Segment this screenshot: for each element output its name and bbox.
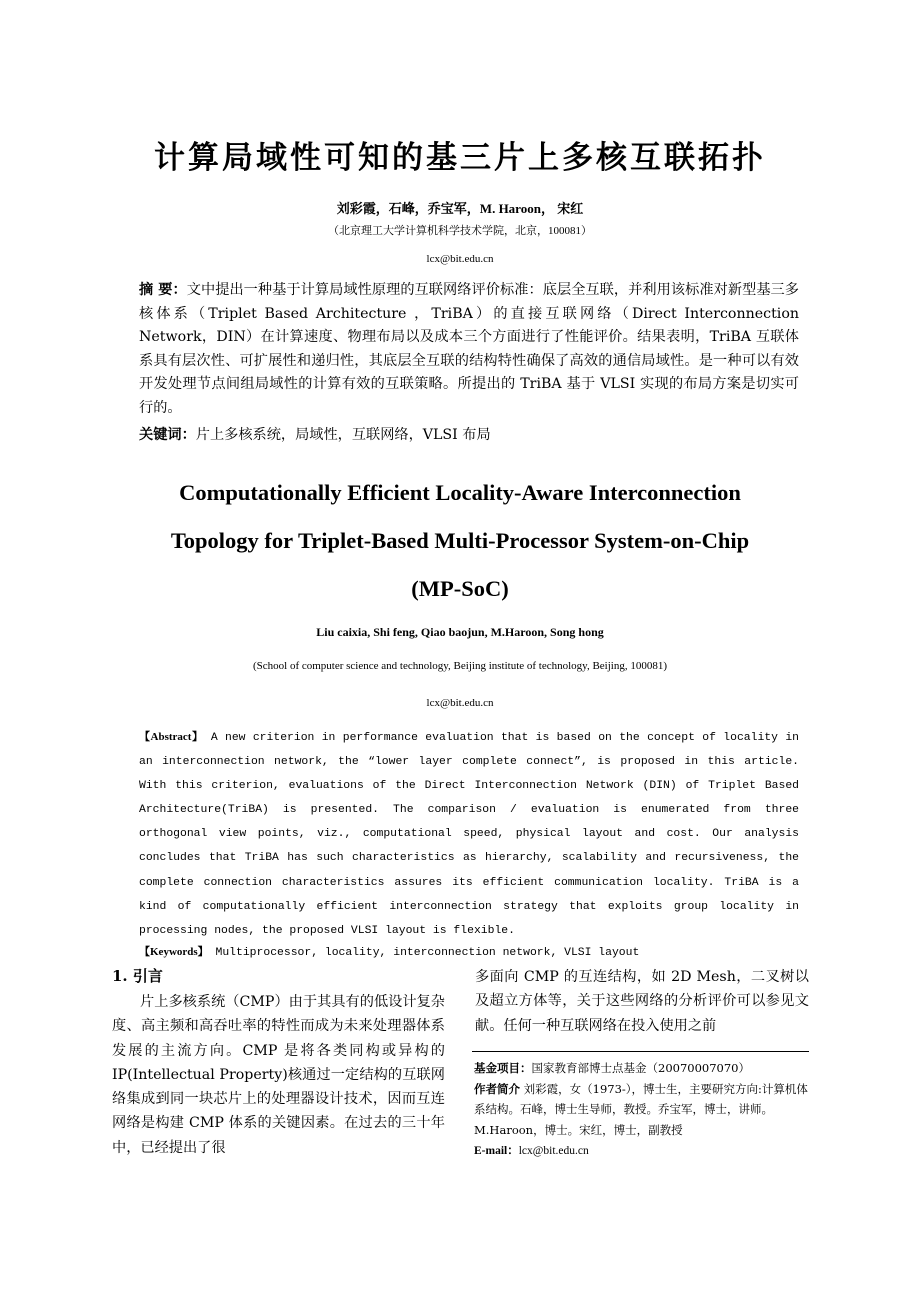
footnote	[474, 1058, 810, 1162]
authors-english: Liu caixia, Shi feng, Qiao baojun, M.Haroon, Song hong	[316, 625, 604, 639]
body-text-left-column	[112, 990, 445, 1160]
authors-chinese: 刘彩霞，石峰，乔宝军，M. Haroon， 宋红	[336, 201, 584, 216]
footnote-bio-text: 刘彩霞，女（1973-），博士生，主要研究方向:计算机体系结构。石峰，博士生导师，教授。乔宝军，博士，讲师。M.Haroon，博士。宋红，博士，副教授	[474, 1081, 808, 1137]
paper-title-english-line1: Computationally Efficient Locality-Aware Interconnection	[179, 480, 741, 505]
abstract-english	[139, 725, 799, 943]
paper-title-english-line2: Topology for Triplet-Based Multi-Processor System-on-Chip	[170, 528, 750, 553]
footnote-fund-text: 国家教育部博士点基金（20070007070）	[531, 1061, 750, 1075]
abstract-label-chinese: 摘 要：	[139, 282, 187, 298]
footnote-bio	[474, 1079, 810, 1141]
abstract-chinese	[139, 279, 799, 420]
body-text-right-column: 多面向 CMP 的互连结构，如 2D Mesh，二叉树以及超立方体等，关于这些网络的分析评价可以参见文献。任何一种互联网络在投入使用之前	[475, 969, 809, 1034]
footnote-email-text: lcx@bit.edu.cn	[518, 1145, 589, 1157]
paper-title-chinese: 计算局域性可知的基三片上多核互联拓扑	[154, 140, 766, 176]
abstract-text-chinese: 文中提出一种基于计算局域性原理的互联网络评价标准：底层全互联，并利用该标准对新型基三多核体系（Triplet Based Architecture ，TriBA）的直接互联网络（Direct Interconnection Network，DIN）在计算速度、物理布局以及成本三个方面进行了性能评价。结果表明，TriBA 互联体系具有层次性、可扩展性和递归性，其底层全互联的结构特性确保了高效的通信局域性。是一种可以有效开发处理节点间组局域性的计算有效的互联策略。所提出的 TriBA 基于 VLSI 实现的布局方案是切实可行的。	[139, 282, 799, 416]
affiliation-english: (School of computer science and technology, Beijing institute of technology, Beijing, 100081)	[252, 660, 668, 672]
keywords-english	[139, 943, 799, 959]
email-chinese: lcx@bit.edu.cn	[426, 253, 494, 265]
footnote-bio-label: 作者简介	[474, 1081, 520, 1096]
footnote-email	[474, 1140, 810, 1162]
footnote-fund-label: 基金项目：	[474, 1061, 532, 1075]
keywords-text-english: Multiprocessor, locality, interconnection network, VLSI layout	[208, 947, 640, 959]
email-english: lcx@bit.edu.cn	[426, 697, 494, 709]
footnote-divider	[472, 1051, 809, 1052]
abstract-label-english: 【Abstract】	[139, 731, 204, 743]
paper-title-english-line3: (MP-SoC)	[411, 576, 509, 601]
affiliation-chinese: （北京理工大学计算机科学技术学院，北京，100081）	[328, 225, 592, 237]
keywords-label-chinese: 关键词：	[139, 427, 196, 443]
keywords-chinese	[139, 424, 799, 444]
keywords-label-english: 【Keywords】	[139, 946, 209, 958]
section-heading-introduction: 1. 引言	[112, 967, 163, 985]
keywords-text-chinese: 片上多核系统，局域性，互联网络，VLSI 布局	[195, 427, 491, 443]
footnote-email-label: E-mail：	[474, 1145, 519, 1157]
paragraph-introduction: 片上多核系统（CMP）由于其具有的低设计复杂度、高主频和高吞吐率的特性而成为未来处理器体系发展的主流方向。CMP 是将各类同构或异构的 IP(Intellectual Property)核通过一定结构的互联网络集成到同一块芯片上的处理器设计技术，因而互连网络是构建 CMP 体系的关键因素。在过去的三十年中，已经提出了很	[112, 994, 445, 1156]
footnote-fund	[474, 1058, 810, 1079]
abstract-text-english: A new criterion in performance evaluation that is based on the concept of locality in an interconnection network, the “lower layer complete connect”, is proposed in this article. With this criterion, evaluations of the Direct Interconnection Network (DIN) of Triplet Based Architecture(TriBA) is presented. The comparison / evaluation is enumerated from three orthogonal view points, viz., computational speed, physical layout and cost. Our analysis concludes that TriBA has such characteristics as hierarchy, scalability and recursiveness, the complete connection characteristics assures its efficient communication locality. TriBA is a kind of computationally efficient interconnection strategy that exploits group locality in processing nodes, the proposed VLSI layout is flexible.	[139, 732, 799, 937]
